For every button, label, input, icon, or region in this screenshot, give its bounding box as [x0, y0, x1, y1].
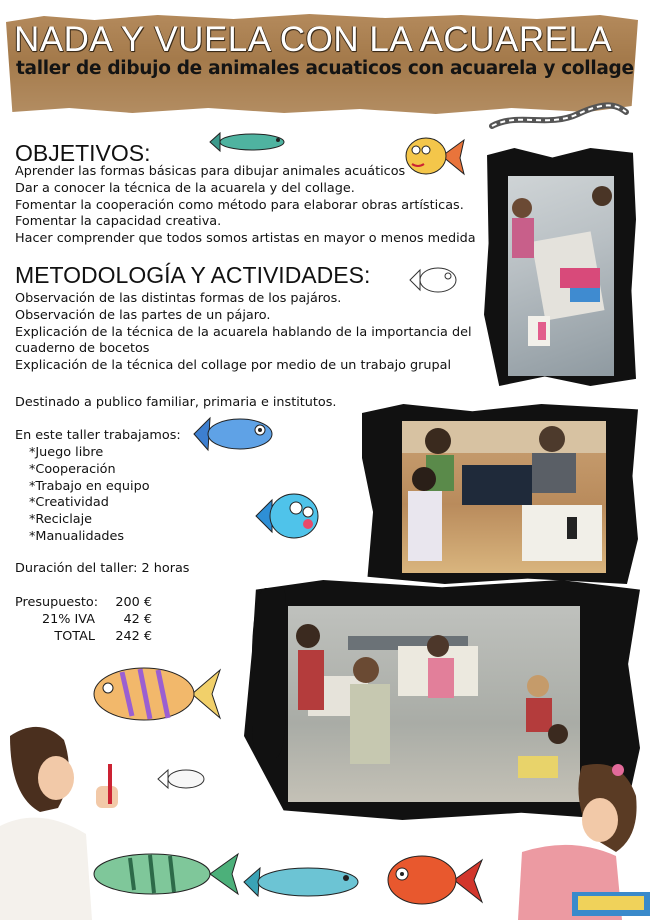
- metodologia-list: [15, 291, 472, 375]
- budget-table: [15, 595, 152, 645]
- list-item: *Creatividad: [29, 495, 109, 511]
- list-item: *Trabajo en equipo: [29, 478, 150, 494]
- fish-drawing-green-icon: [206, 128, 292, 156]
- budget-row: [15, 612, 152, 629]
- fish-drawing-small-icon: [156, 766, 208, 792]
- budget-row: [15, 595, 152, 612]
- list-item: Dar a conocer la técnica de la acuarela y del collage.: [15, 180, 355, 196]
- fish-drawing-orange-icon: [402, 130, 466, 182]
- ribbon-doodle-icon: [488, 102, 630, 132]
- list-item: Observación de las distintas formas de los pajáros.: [15, 291, 342, 306]
- list-item: Explicación de la técnica del collage por medio de un trabajo grupal: [15, 358, 452, 374]
- list-item: Fomentar la capacidad creativa.: [15, 214, 222, 230]
- list-item: Observación de las partes de un pájaro.: [15, 307, 271, 323]
- budget-row: [15, 629, 152, 646]
- budget-value: 242 €: [115, 628, 152, 644]
- metodologia-heading: METODOLOGÍA Y ACTIVIDADES:: [15, 262, 371, 288]
- list-item: *Reciclaje: [29, 512, 93, 528]
- trabajamos-list: [29, 445, 150, 546]
- trabajamos-intro: En este taller trabajamos:: [15, 428, 181, 443]
- fish-drawing-blue-icon: [192, 414, 278, 454]
- duracion-text: Duración del taller: 2 horas: [15, 561, 190, 576]
- list-item: Explicación de la técnica de la acuarela hablando de la importancia del: [15, 324, 472, 340]
- budget-value: 42 €: [123, 611, 152, 627]
- fish-drawing-red-icon: [384, 850, 484, 910]
- workshop-photo-2: [402, 421, 606, 573]
- page-subtitle: taller de dibujo de animales acuaticos con acuarela y collage: [16, 58, 634, 79]
- child-painting-left-photo: [0, 716, 132, 920]
- list-item: cuaderno de bocetos: [15, 341, 150, 357]
- fish-drawing-round-blue-icon: [252, 486, 322, 546]
- list-item: Fomentar la cooperación como método para elaborar obras artísticas.: [15, 197, 464, 213]
- fish-drawing-sketch-icon: [408, 262, 458, 298]
- brush-splash-left: [252, 588, 286, 758]
- list-item: Aprender las formas básicas para dibujar animales acuáticos: [15, 164, 406, 179]
- budget-label: TOTAL: [54, 628, 95, 644]
- list-item: Hacer comprender que todos somos artistas en mayor o menos medida: [15, 231, 476, 247]
- list-item: *Manualidades: [29, 528, 125, 544]
- fish-drawing-teal-icon: [242, 862, 364, 902]
- budget-label: Presupuesto:: [15, 595, 99, 610]
- destinado-text: Destinado a publico familiar, primaria e institutos.: [15, 395, 337, 410]
- budget-label: 21% IVA: [42, 611, 95, 627]
- objetivos-heading: OBJETIVOS:: [15, 140, 151, 166]
- child-painting-right-photo: [512, 756, 650, 920]
- list-item: *Juego libre: [29, 445, 104, 460]
- workshop-photo-1: [508, 176, 614, 376]
- list-item: *Cooperación: [29, 461, 116, 477]
- budget-value: 200 €: [115, 595, 152, 610]
- page-title: NADA Y VUELA CON LA ACUARELA: [14, 20, 613, 59]
